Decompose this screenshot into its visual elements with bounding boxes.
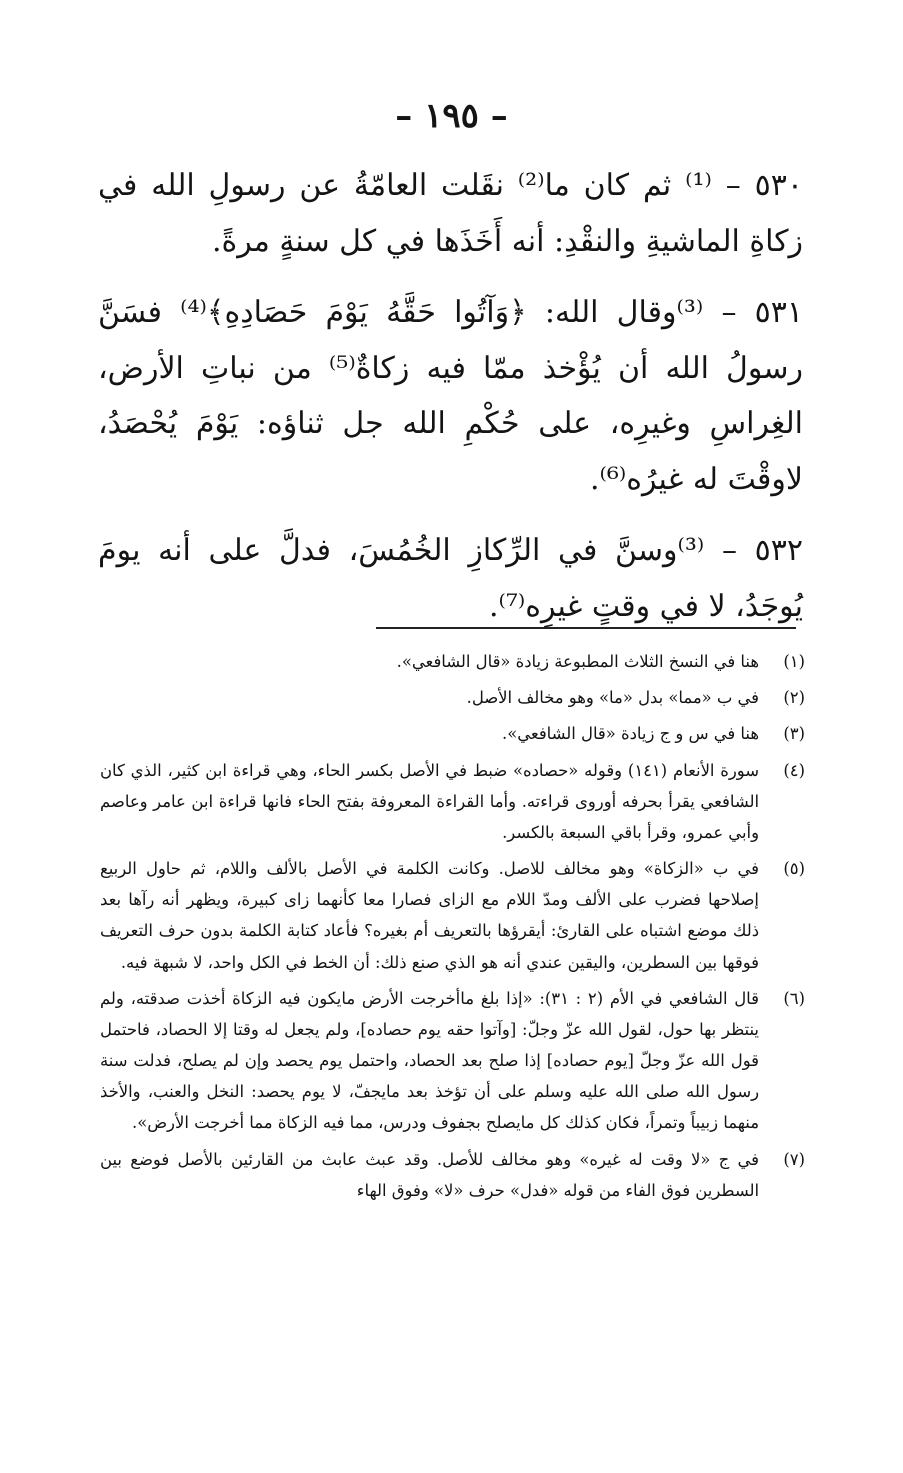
footnote-2 xyxy=(100,682,805,713)
paragraph-text: ⁽³⁾وقال الله: ﴿وَآتُوا حَقَّهُ يَوْمَ حَصَادِهِ﴾⁽⁴⁾ فسَنَّ رسولُ الله أن يُؤْخذ ممّا فيه زكاةٌ⁽⁵⁾ من نباتِ الأرض، الغِراسِ وغيرِه، على حُكْمِ الله جل ثناؤه: يَوْمَ يُحْصَدُ، لاوقْتَ له غيرُه⁽⁶⁾. xyxy=(98,295,803,497)
footnote-1 xyxy=(100,646,805,677)
footnote-text: قال الشافعي في الأم (٢ : ٣١): «إذا بلغ ماأخرجت الأرض مايكون فيه الزكاة أخذت صدقته، ولم ينتظر بها حول، لقول الله عزّ وجلّ: [وآتوا حقه يوم حصاده]، ولم يجعل له وقتا إلا الحصاد، فاحتمل قول الله عزّ وجلّ [يوم حصاده] إذا صلح بعد الحصاد، واحتمل يوم يحصد وإن لم يصلح، فدلت سنة رسول الله صلى الله عليه وسلم على أن تؤخذ بعد مايجفّ، لا يوم يحصد: النخل والعنب، والأخذ منهما زبيباً وتمراً، فكان كذلك كل مايصلح بجفوف ودرس، مما فيه الزكاة مما أخرجت الأرض». xyxy=(100,988,759,1133)
paragraph-530 xyxy=(98,150,803,277)
paragraph-532 xyxy=(98,515,803,642)
page-number: – ١٩٥ – xyxy=(395,96,508,136)
footnote-text: هنا في س و ج زيادة «قال الشافعي». xyxy=(502,724,759,744)
footnote-number: (٣) xyxy=(783,724,805,744)
footnote-text: في ب «الزكاة» وهو مخالف للاصل. وكانت الكلمة في الأصل بالألف واللام، ثم حاول الربيع إصلاحها فضرب على الألف ومدّ اللام مع الزاى فصارا معا كأنهما زاى كبيرة، ويظهر أنه رآها بعد ذلك موضع اشتباه على القارئ: أيقرؤها بالتعريف أم بغيره؟ فأعاد كتابة الكلمة بدون حرف التعريف فوقها بين السطرين، واليقين عندي أنه هو الذي صنع ذلك: أن الخط في الكل واحد، لا شبهة فيه. xyxy=(100,859,759,972)
footnote-number: (٥) xyxy=(783,859,805,879)
footnote-separator xyxy=(376,627,796,629)
footnote-number: (٤) xyxy=(783,760,805,780)
footnote-text: هنا في النسخ الثلاث المطبوعة زيادة «قال الشافعي». xyxy=(396,652,759,671)
footnote-text: في ب «مما» بدل «ما» وهو مخالف الأصل. xyxy=(466,688,759,708)
paragraph-531 xyxy=(98,277,803,515)
paragraph-number: ٥٣٠ – xyxy=(725,168,803,203)
footnote-text: سورة الأنعام (١٤١) وقوله «حصاده» ضبط في الأصل بكسر الحاء، وهي قراءة ابن كثير، الذي كان الشافعي يقرأ بحرفه أوروى قراءته. وأما القراءة المعروفة بفتح الحاء فانها قراءة ابن عامر وعاصم وأبي عمرو، وقرأ باقي السبعة بالكسر. xyxy=(100,760,759,842)
paragraph-number: ٥٣١ – xyxy=(721,295,803,330)
footnote-number: (٦) xyxy=(783,988,805,1008)
footnote-7 xyxy=(100,1144,805,1206)
footnotes xyxy=(100,646,805,1211)
footnote-number: (٧) xyxy=(783,1149,805,1169)
footnote-4 xyxy=(100,755,805,849)
footnote-text: في ج «لا وقت له غيره» وهو مخالف للأصل. وقد عبث عابث من القارئين بالأصل فوضع بين السطرين فوق الفاء من قوله «فدل» حرف «لا» وفوق الهاء xyxy=(100,1149,759,1200)
footnote-5 xyxy=(100,853,805,978)
footnote-6 xyxy=(100,983,805,1139)
paragraph-text: ⁽³⁾وسنَّ في الرِّكازِ الخُمُسَ، فدلَّ على أنه يومَ يُوجَدُ، لا في وقتٍ غيرِه⁽⁷⁾. xyxy=(98,533,803,624)
footnote-3 xyxy=(100,718,805,749)
footnote-number: (١) xyxy=(783,652,805,671)
footnote-number: (٢) xyxy=(783,688,805,708)
paragraph-number: ٥٣٢ – xyxy=(721,533,803,568)
paragraph-text: ⁽¹⁾ ثم كان ما⁽²⁾ نقَلت العامّةُ عن رسولِ الله في زكاةِ الماشيةِ والنقْدِ: أنه أَخَذَها في كل سنةٍ مرةً. xyxy=(98,168,803,259)
main-text xyxy=(98,150,803,642)
